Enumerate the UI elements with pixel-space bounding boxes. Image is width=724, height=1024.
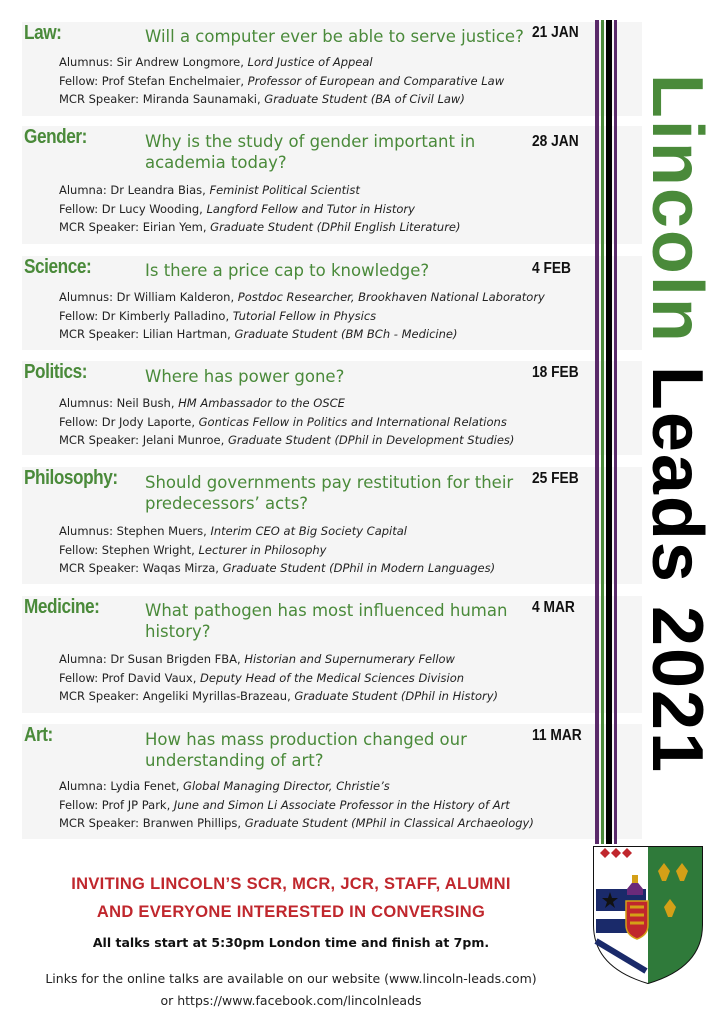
side-title-leads-2021: Leads 2021 <box>637 365 718 775</box>
talk-speakers <box>59 288 659 344</box>
speaker-line: Alumnus: Sir Andrew Longmore, Lord Justice of Appeal <box>59 55 373 69</box>
speaker-line: MCR Speaker: Branwen Phillips, Graduate Student (MPhil in Classical Archaeology) <box>59 816 534 830</box>
talk-date: 4 MAR <box>532 599 575 616</box>
talk-block-science <box>22 256 642 350</box>
talk-category: Art: <box>24 724 53 746</box>
college-crest <box>592 845 704 985</box>
speaker-line: MCR Speaker: Angeliki Myrillas-Brazeau, Graduate Student (DPhil in History) <box>59 689 499 703</box>
talk-block-law <box>22 22 642 116</box>
speaker-line: Alumna: Lydia Fenet, Global Managing Director, Christie’s <box>59 779 390 793</box>
talk-block-philosophy <box>22 467 642 584</box>
talk-date: 11 MAR <box>532 727 582 744</box>
speaker-line: Fellow: Dr Lucy Wooding, Langford Fellow and Tutor in History <box>59 201 415 216</box>
invite-line-2: AND EVERYONE INTERESTED IN CONVERSING <box>96 903 486 921</box>
stripe-purple-left <box>595 20 599 844</box>
talk-category: Philosophy: <box>24 467 118 489</box>
stripe-black <box>606 20 612 844</box>
talk-speakers <box>59 394 659 450</box>
speaker-line: MCR Speaker: Waqas Mirza, Graduate Student (DPhil in Modern Languages) <box>59 561 496 575</box>
talk-question: Should governments pay restitution for their predecessors’ acts? <box>145 473 514 513</box>
speaker-line: Fellow: Stephen Wright, Lecturer in Philosophy <box>59 542 327 557</box>
speaker-line: MCR Speaker: Miranda Saunamaki, Graduate Student (BA of Civil Law) <box>59 92 465 106</box>
stripe-green <box>601 20 604 844</box>
talk-speakers <box>59 53 659 109</box>
speaker-line: Fellow: Prof JP Park, June and Simon Li Associate Professor in the History of Art <box>59 797 510 812</box>
talk-question: Why is the study of gender important in academia today? <box>145 132 476 172</box>
speaker-line: Fellow: Dr Kimberly Palladino, Tutorial Fellow in Physics <box>59 308 377 323</box>
talk-block-gender <box>22 126 642 244</box>
links-line-2: or https://www.facebook.com/lincolnleads <box>160 993 422 1008</box>
talk-category: Science: <box>24 256 92 278</box>
talk-date: 18 FEB <box>532 364 579 381</box>
speaker-line: Fellow: Prof David Vaux, Deputy Head of the Medical Sciences Division <box>59 670 465 685</box>
talk-question: Where has power gone? <box>145 367 345 386</box>
talk-question: What pathogen has most influenced human history? <box>145 601 508 641</box>
speaker-line: Fellow: Dr Jody Laporte, Gonticas Fellow in Politics and International Relations <box>59 414 507 429</box>
links-line-1: Links for the online talks are available on our website (www.lincoln-leads.com) <box>45 971 537 986</box>
talk-category: Gender: <box>24 126 87 148</box>
side-title <box>637 24 718 824</box>
speaker-line: Fellow: Prof Stefan Enchelmaier, Professor of European and Comparative Law <box>59 73 505 88</box>
speaker-line: Alumnus: Stephen Muers, Interim CEO at Big Society Capital <box>59 524 407 538</box>
talk-category: Law: <box>24 22 62 44</box>
speaker-line: MCR Speaker: Lilian Hartman, Graduate Student (BM BCh - Medicine) <box>59 327 458 341</box>
talk-speakers <box>59 650 659 706</box>
talk-block-politics <box>22 361 642 455</box>
talk-date: 21 JAN <box>532 24 579 41</box>
talk-block-medicine <box>22 596 642 713</box>
talk-question: How has mass production changed our understanding of art? <box>145 730 467 770</box>
speaker-line: MCR Speaker: Eirian Yem, Graduate Student (DPhil English Literature) <box>59 220 461 234</box>
speaker-line: Alumnus: Neil Bush, HM Ambassador to the OSCE <box>59 396 345 410</box>
talk-question: Is there a price cap to knowledge? <box>145 261 430 280</box>
invite-line-1: INVITING LINCOLN’S SCR, MCR, JCR, STAFF, ALUMNI <box>71 875 511 893</box>
speaker-line: Alumna: Dr Leandra Bias, Feminist Political Scientist <box>59 183 360 197</box>
speaker-line: Alumnus: Dr William Kalderon, Postdoc Researcher, Brookhaven National Laboratory <box>59 290 545 304</box>
stripe-purple-right <box>614 20 617 844</box>
talk-speakers <box>59 522 659 578</box>
talk-date: 4 FEB <box>532 260 571 277</box>
speaker-line: Alumna: Dr Susan Brigden FBA, Historian and Supernumerary Fellow <box>59 652 455 666</box>
talk-block-art <box>22 724 642 839</box>
talk-date: 25 FEB <box>532 470 579 487</box>
talk-category: Medicine: <box>24 596 100 618</box>
talk-category: Politics: <box>24 361 88 383</box>
side-title-lincoln: Lincoln <box>637 73 718 344</box>
speaker-line: MCR Speaker: Jelani Munroe, Graduate Student (DPhil in Development Studies) <box>59 433 515 447</box>
talk-date: 28 JAN <box>532 133 579 150</box>
talk-question: Will a computer ever be able to serve justice? <box>145 27 524 46</box>
talk-speakers <box>59 777 659 833</box>
talk-speakers <box>59 181 659 237</box>
times-info: All talks start at 5:30pm London time and finish at 7pm. <box>92 935 490 950</box>
